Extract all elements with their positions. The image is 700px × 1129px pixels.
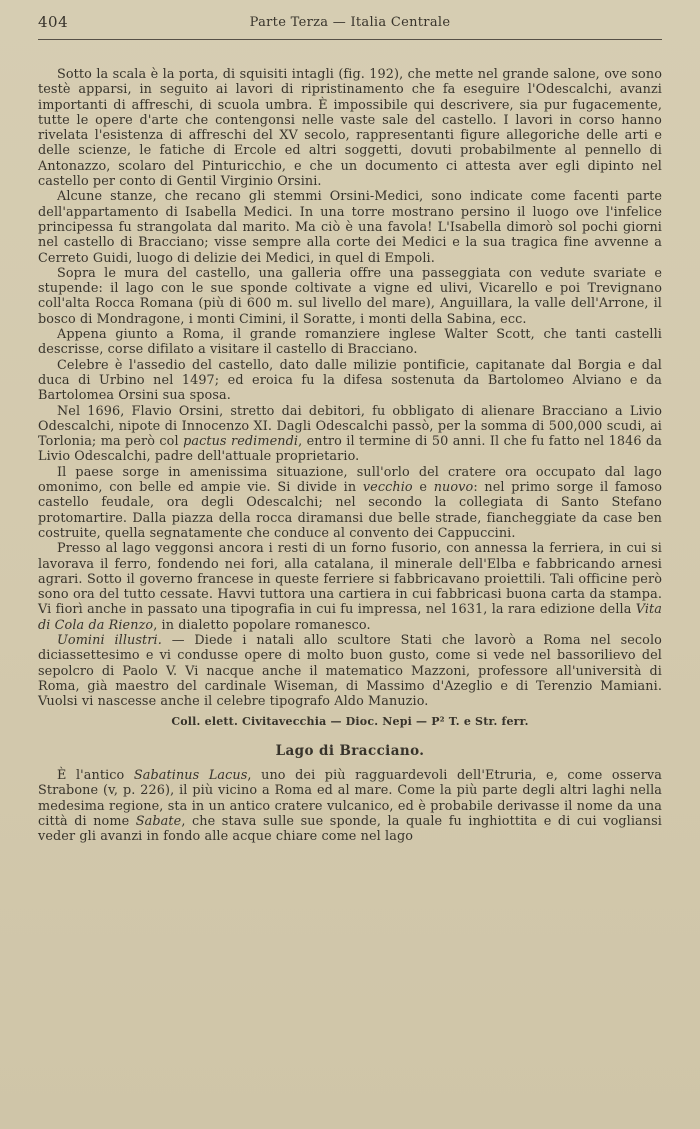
text-run: Alcune stanze, che recano gli stemmi Orsini-Medici, sono indicate come facenti parte dell'appartamento di Isabella Medici. In una torre mostrano persino il luogo ove l'infelice principessa fu strangolata dal marito. Ma ciò è una favola! L'Isabella dimorò sol pochi giorni nel castello di Bracciano; visse sempre alla corte dei Medici e la sua tragica fine avvenne a Cerreto Guidi, luogo di delizie dei Medici, in quel di Empoli. [38, 189, 662, 266]
text-run: Appena giunto a Roma, il grande romanziere inglese Walter Scott, che tanti castelli descrisse, corse difilato a visitare il castello di Bracciano. [38, 327, 662, 358]
paragraph-galleria-vedute [38, 266, 662, 327]
text-run: , entro il termine di 50 anni. Il che fu fatto nel 1846 da Livio Odescalchi, padre dell'attuale proprietario. [38, 434, 662, 465]
text-run: e [412, 480, 434, 496]
text-run: Sopra le mura del castello, una galleria offre una passeggiata con vedute svariate e stupende: il lago con le sue sponde coltivate a vigne ed ulivi, Vicarello e poi Trevignano coll'alta Rocca Romana (più di 600 m. sul livello del mare), Anguillara, la valle dell'Arrone, il bosco di Mondragone, i monti Cimini, il Soratte, i monti della Sabina, ecc. [38, 265, 662, 327]
paragraph-assedio [38, 358, 662, 404]
paragraph-isabella-medici [38, 189, 662, 265]
paragraph-uomini-illustri [38, 633, 662, 709]
italic-text-run: vecchio [362, 480, 413, 496]
header-rule [38, 39, 662, 40]
italic-text-run: nuovo [433, 480, 474, 496]
text-run: — Diede i natali allo scultore Stati che lavorò a Roma nel secolo diciassettesimo e vi condusse opere di molto buon gusto, come si vede nel bassorilievo del sepolcro di Paolo V. Vi nacque anche il matematico Mazzoni, professore all'università di Roma, già maestro del cardinale Wiseman, di Massimo d'Azeglio e di Terenzio Mamiani. Vuolsi vi nascesse anche il celebre tipografo Aldo Manuzio. [38, 632, 662, 710]
page-header [38, 13, 662, 35]
text-run: , in dialetto popolare romanesco. [153, 617, 371, 633]
text-run: Sotto la scala è la porta, di squisiti intagli (fig. 192), che mette nel grande salone, ove sono testè apparsi, in seguito ai lavori di ripristinamento che fa eseguire l'Odescalchi, avanzi importanti di affreschi, di scuola umbra. È impossibile qui descrivere, sia pur fugacemente, tutte le opere d'arte che contengonsi nelle vaste sale del castello. I lavori in corso hanno rivelata l'esistenza di affreschi del XV secolo, rappresentanti figure allegoriche delle arti e delle scienze, le fatiche di Ercole ed altri soggetti, dovuti probabilmente al pennello di Antonazzo, scolaro del Pinturicchio, e che un documento ci attesta aver egli dipinto nel castello per conto di Gentil Virginio Orsini. [38, 67, 662, 190]
paragraph-ferriera [38, 541, 662, 633]
section-heading-lago-di-bracciano [38, 744, 662, 759]
italic-text-run: Sabate [135, 813, 182, 829]
text-run: Coll. elett. Civitavecchia — Dioc. Nepi — P² T. e Str. ferr. [171, 715, 529, 729]
text-run: Nel 1696, Flavio Orsini, stretto dai debitori, fu obbligato di alienare Bracciano a Livio Odescalchi, nipote di Innocenzo XI. Dagli Odescalchi passò, per la somma di 500,000 scudi, ai Torlonia; ma però col [38, 403, 662, 450]
paragraph-sabatinus-lacus [38, 768, 662, 844]
italic-text-run: Sabatinus Lacus [133, 768, 248, 784]
paragraph-odescalchi [38, 404, 662, 465]
paragraph-paese [38, 465, 662, 541]
page-body [38, 67, 662, 845]
page-number: 404 [38, 13, 69, 31]
running-title: Parte Terza — Italia Centrale [249, 15, 451, 30]
text-run: , che stava sulle sue sponde, la quale fu inghiottita e di cui vogliansi veder gli avanzi in fondo alle acque chiare come nel lago [38, 813, 662, 845]
text-run: È l'antico [57, 768, 134, 784]
paragraph-scala-porta [38, 67, 662, 189]
italic-text-run: pactus redimendi [183, 434, 299, 450]
italic-text-run: Vita di Cola da Rienzo [38, 602, 662, 633]
italic-text-run: Uomini illustri. [57, 632, 162, 648]
paragraph-walter-scott [38, 327, 662, 358]
text-run: , uno dei più ragguardevoli dell'Etruria, e, come osserva Strabone (v, p. 226), il più vicino a Roma ed al mare. Come la più parte degli altri laghi nella medesima regione, sta in un antico cratere vulcanico, ed è probabile derivasse il nome da una città di nome [38, 768, 662, 829]
text-run: Lago di Bracciano. [275, 742, 425, 759]
text-run: Celebre è l'assedio del castello, dato dalle milizie pontificie, capitanate dal Borgia e dal duca di Urbino nel 1497; ed eroica fu la difesa sostenuta da Bartolomeo Alviano e da Bartolomea Orsini sua sposa. [38, 357, 662, 404]
text-run: : nel primo sorge il famoso castello feudale, ora degli Odescalchi; nel secondo la collegiata di Santo Stefano protomartire. Dalla piazza della rocca diramansi due belle strade, fiancheggiate da case ben costruite, quella segnatamente che conduce al convento dei Cappuccini. [38, 480, 662, 541]
text-run: Presso al lago veggonsi ancora i resti di un forno fusorio, con annessa la ferriera, in cui si lavorava il ferro, fondendo nei fori, alla catalana, il minerale dell'Elba e fabbricando arnesi agrari. Sotto il governo francese in queste ferriere si fabbricavano proiettili. Tali officine però sono ora del tutto cessate. Havvi tuttora una cartiera in cui fabbricasi buona carta da stampa. Vi fiorì anche in passato una tipografia in cui fu impressa, nel 1631, la rara edizione della [38, 541, 662, 618]
district-info-line [38, 714, 662, 729]
text-run: Il paese sorge in amenissima situazione, sull'orlo del cratere ora occupato dal lago omonimo, con belle ed ampie vie. Si divide in [38, 464, 662, 496]
